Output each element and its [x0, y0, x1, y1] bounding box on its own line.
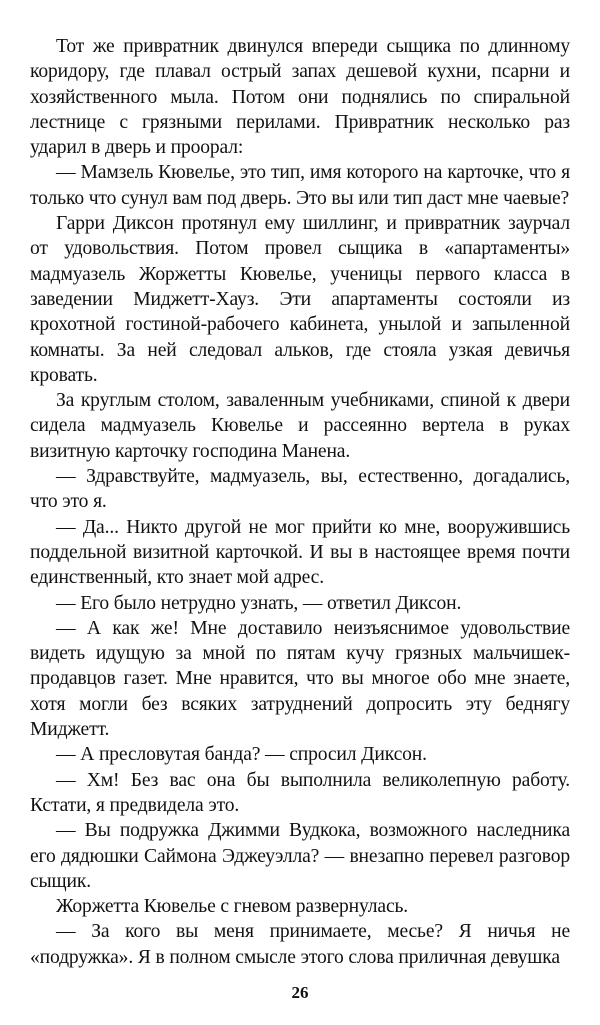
paragraph: Гарри Диксон протянул ему шиллинг, и привратник заурчал от удовольствия. Потом провел сыщика в «апартаменты» мадмуазель Жоржетты Кювелье, ученицы первого класса в заведении Миджетт-Хауз. Эти апартаменты состояли из крохотной гостиной-рабочего кабинета, унылой и запыленной комнаты. За ней следовал альков, где стояла узкая девичья кровать. [30, 213, 570, 386]
paragraph: Тот же привратник двинулся впереди сыщика по длинному коридору, где плавал острый запах дешевой кухни, псарни и хозяйственного мыла. Потом они поднялись по спиральной лестнице с грязными перилами. Привратник несколько раз ударил в дверь и проорал: [30, 36, 570, 159]
paragraph: — Да... Никто другой не мог прийти ко мне, вооружившись поддельной визитной карточкой. И вы в настоящее время почти единственный, кто знает мой адрес. [30, 516, 570, 589]
paragraph: За круглым столом, заваленным учебниками, спиной к двери сидела мадмуазель Кювелье и рассеянно вертела в руках визитную карточку господина Манена. [30, 390, 570, 462]
paragraph: — А пресловутая банда? — спросил Диксон. [56, 744, 427, 766]
paragraph: — Его было нетрудно узнать, — ответил Диксон. [56, 592, 462, 614]
paragraph: — Мамзель Кювелье, это тип, имя которого на карточке, что я только что сунул вам под дверь. Это вы или тип даст мне чаевые? [30, 162, 570, 209]
book-page-text [30, 34, 570, 970]
paragraph: — Здравствуйте, мадмуазель, вы, естественно, догадались, что это я. [30, 466, 570, 513]
paragraph: Жоржетта Кювелье с гневом развернулась. [56, 896, 409, 918]
paragraph: — А как же! Мне доставило неизъяснимое удовольствие видеть идущую за мной по пятам кучу грязных мальчишек-продавцов газет. Мне нравится, что вы многое обо мне знаете, хотя могли без всяких затруднений допросить эту беднягу Миджетт. [30, 617, 570, 741]
paragraph: — Хм! Без вас она бы выполнила великолепную работу. Кстати, я предвидела это. [30, 769, 570, 816]
paragraph: — Вы подружка Джимми Вудкока, возможного наследника его дядюшки Саймона Эджеуэлла? — внезапно перевел разговор сыщик. [30, 820, 570, 892]
paragraph: — За кого вы меня принимаете, месье? Я ничья не «подружка». Я в полном смысле этого слова приличная девушка [30, 921, 570, 968]
page-number: 26 [291, 983, 309, 1002]
